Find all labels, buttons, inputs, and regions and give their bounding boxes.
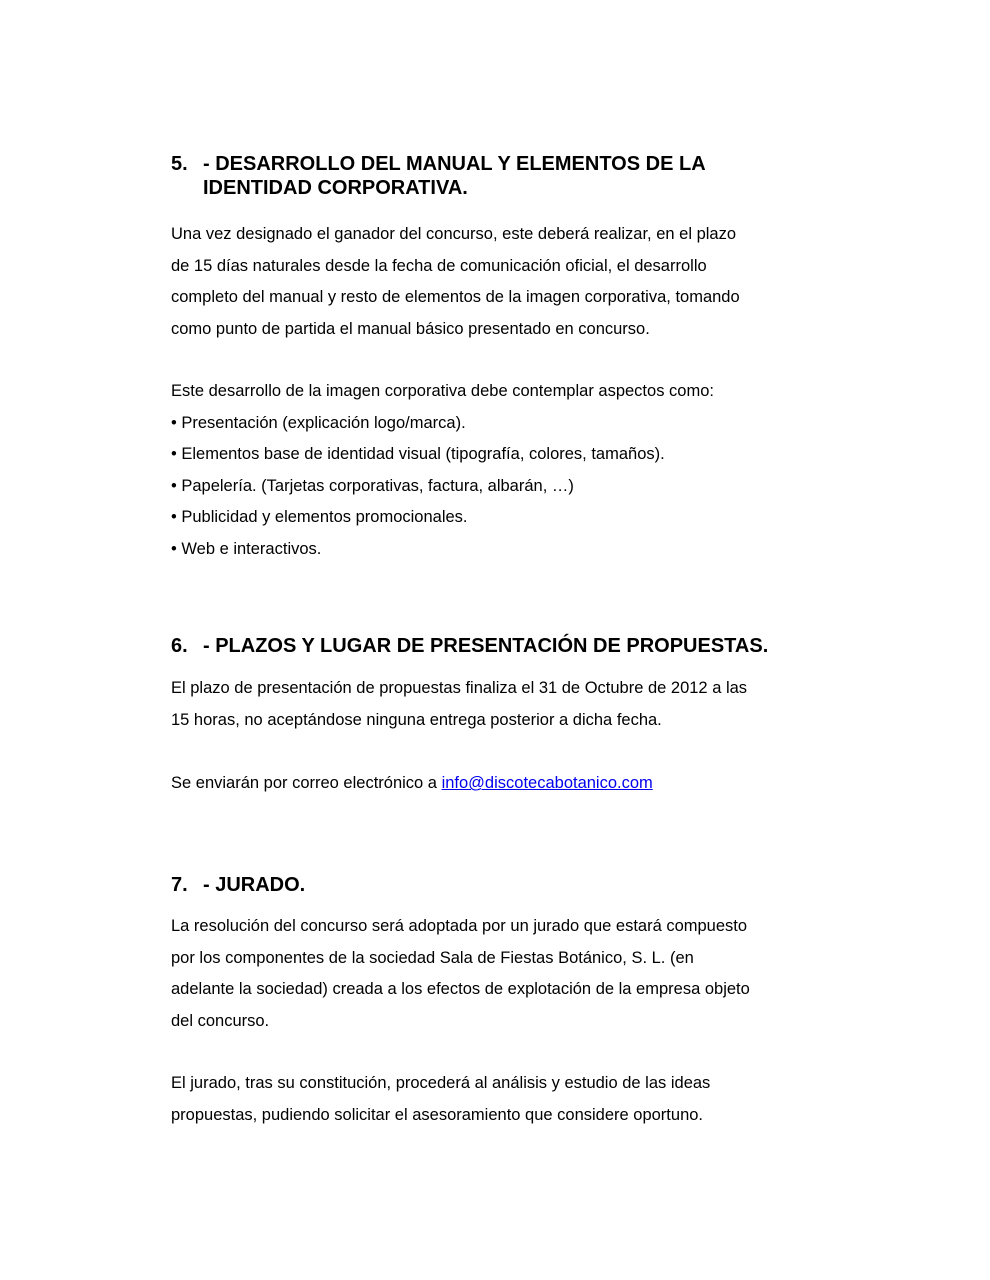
section-number: 5.: [171, 153, 188, 175]
email-link[interactable]: info@discotecabotanico.com: [441, 774, 653, 792]
text-line: completo del manual y resto de elementos de la imagen corporativa, tomando: [171, 288, 740, 306]
text-line: por los componentes de la sociedad Sala de Fiestas Botánico, S. L. (en: [171, 948, 694, 967]
text-line: como punto de partida el manual básico presentado en concurso.: [171, 319, 650, 338]
bullet-item: • Presentación (explicación logo/marca).: [171, 413, 466, 432]
bullet-item: • Elementos base de identidad visual (tipografía, colores, tamaños).: [171, 445, 665, 463]
section-6-paragraph-1: [171, 673, 747, 736]
text-line: propuestas, pudiendo solicitar el asesoramiento que considere oportuno.: [171, 1105, 704, 1124]
section-number: 7.: [171, 874, 188, 896]
bullet-item: • Publicidad y elementos promocionales.: [171, 508, 468, 526]
text-line: El plazo de presentación de propuestas finaliza el 31 de Octubre de 2012 a las: [171, 679, 748, 697]
section-title: [203, 152, 706, 200]
bullet-item: • Papelería. (Tarjetas corporativas, factura, albarán, …): [171, 476, 574, 495]
text-line: La resolución del concurso será adoptada por un jurado que estará compuesto: [171, 917, 748, 935]
text-line: adelante la sociedad) creada a los efectos de explotación de la empresa objeto: [171, 980, 750, 998]
section-title-line: - DESARROLLO DEL MANUAL Y ELEMENTOS DE LA: [203, 153, 706, 175]
text-line: Una vez designado el ganador del concurso, este deberá realizar, en el plazo: [171, 225, 737, 243]
section-title-line: IDENTIDAD CORPORATIVA.: [203, 177, 468, 199]
text-line: El jurado, tras su constitución, procederá al análisis y estudio de las ideas: [171, 1074, 711, 1092]
bullet-item: • Web e interactivos.: [171, 539, 322, 558]
section-title: [203, 873, 305, 897]
text-line: del concurso.: [171, 1011, 270, 1030]
email-prefix-text: Se enviarán por correo electrónico a: [171, 774, 442, 792]
section-7-paragraph-2: [171, 1068, 710, 1131]
text-line: de 15 días naturales desde la fecha de comunicación oficial, el desarrollo: [171, 256, 707, 275]
section-number: 6.: [171, 635, 188, 657]
intro-line: Este desarrollo de la imagen corporativa debe contemplar aspectos como:: [171, 382, 714, 400]
section-6-paragraph-2: [171, 768, 653, 800]
section-title: [203, 634, 768, 658]
section-5-paragraph-2: [171, 376, 714, 565]
text-line: [171, 768, 653, 800]
text-line: 15 horas, no aceptándose ninguna entrega posterior a dicha fecha.: [171, 710, 662, 729]
section-7-paragraph-1: [171, 911, 750, 1037]
section-title-line: - PLAZOS Y LUGAR DE PRESENTACIÓN DE PROPUESTAS.: [203, 635, 769, 657]
section-title-line: - JURADO.: [203, 874, 306, 896]
section-5-paragraph-1: [171, 219, 740, 345]
